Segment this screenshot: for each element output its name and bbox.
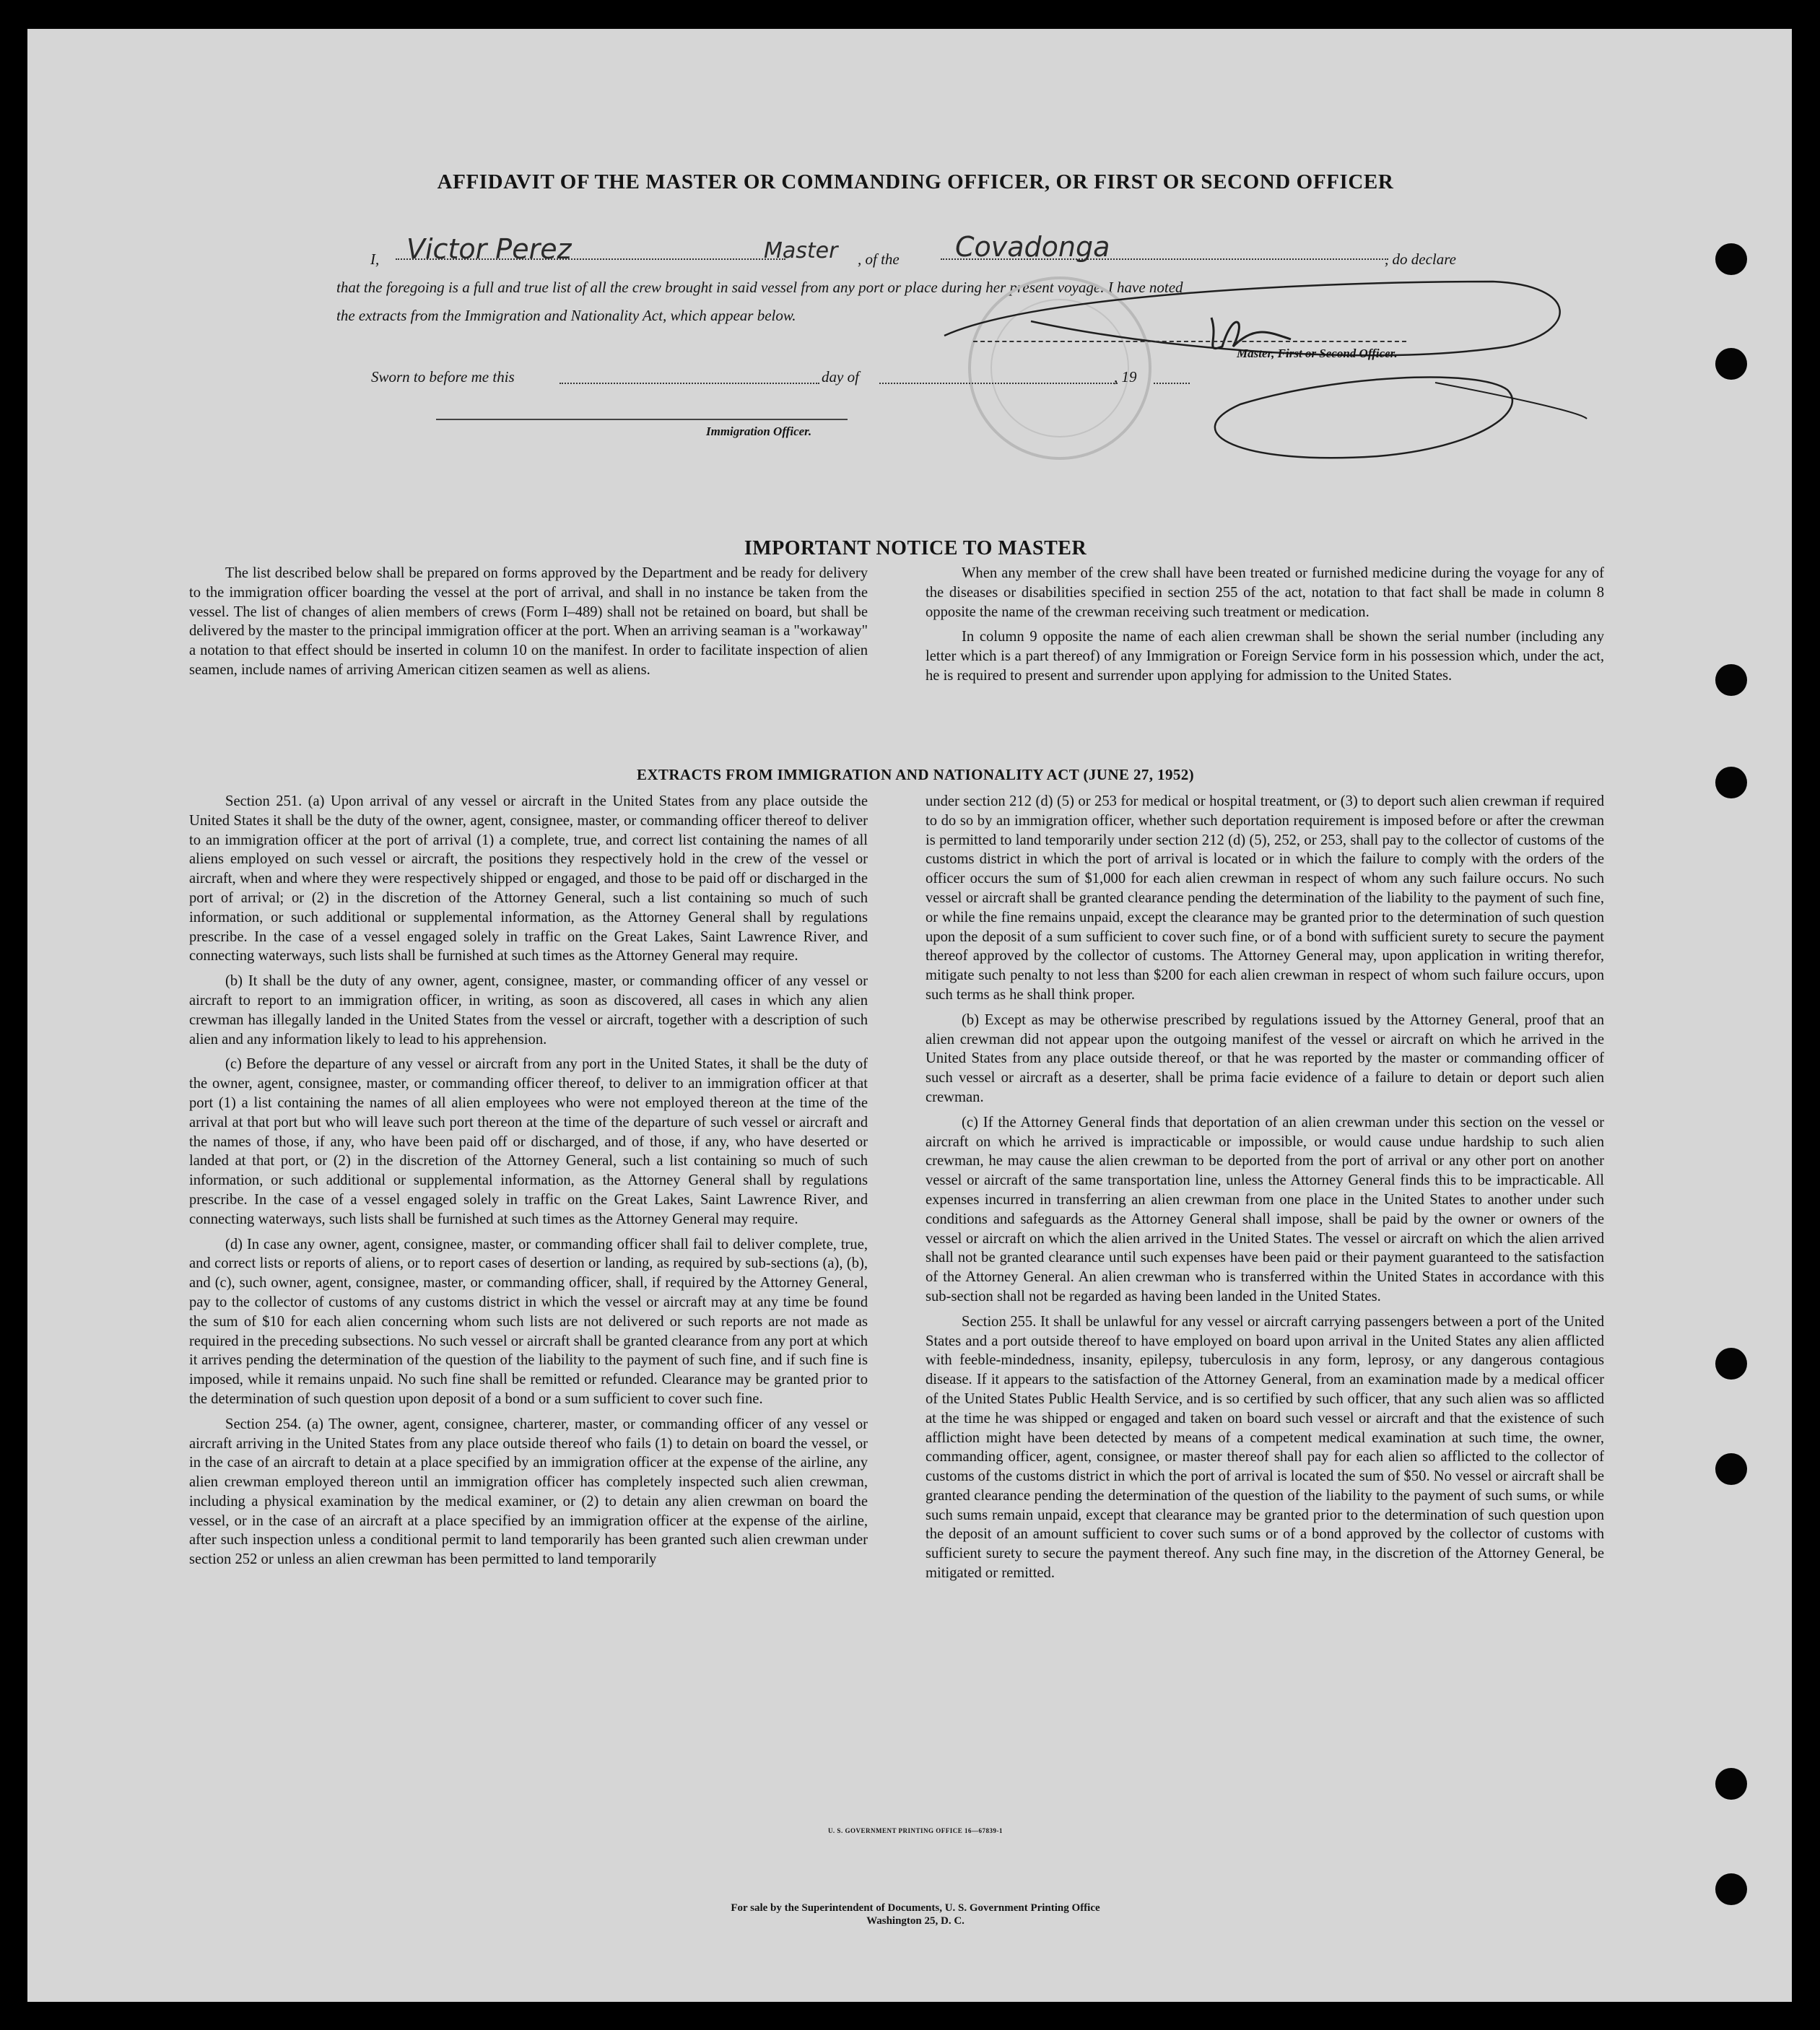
section-254a: Section 254. (a) The owner, agent, consignee, charterer, master, or commanding officer of any vessel or aircraft arriving in the United States from any place outside thereof who fails (1) to detain on board the vessel, or in the case of an aircraft to detain at a place specified by an immigration officer at the expense of the airline, any alien crewman employed thereon until an immigration officer has completely inspected such alien crewman, including a physical examination by the medical examiner, or (2) to detain any alien crewman on board the vessel, or in the case of an aircraft at a place specified by an immigration officer at the expense of the airline, after such inspection unless a conditional permit to land temporarily has been granted such alien crewman under section 252 or unless an alien crewman has been permitted to land temporarily: [189, 1416, 868, 1568]
section-251d: (d) In case any owner, agent, consignee, master, or commanding officer shall fail to deliver complete, true, and correct lists or reports of aliens, or to report cases of desertion or landing, as required by sub-sections (a), (b), and (c), such owner, agent, consignee, master, or commanding officer, shall, if required by the Attorney General, pay to the collector of customs of any customs district in which the vessel or aircraft may at any time be found the sum of $10 for each alien concerning whom such lists are not delivered or such reports are not made as required in the preceding subsections. No such vessel or aircraft shall be granted clearance from any port at which it arrives pending the determination of the question of the liability to the payment of such fine, and if such fine is imposed, while it remains unpaid. No such fine shall be remitted or refunded. Clearance may be granted prior to the determination of such question upon deposit of a bond or a sum sufficient to cover such fine.: [189, 1236, 868, 1407]
section-251b: (b) It shall be the duty of any owner, agent, consignee, master, or commanding officer of any vessel or aircraft to report to an immigration officer, in writing, as soon as discovered, all cases in which any alien crewman has illegally landed in the United States from the vessel or aircraft, together with a description of such alien and any information likely to lead to his apprehension.: [189, 973, 868, 1047]
section-251a: Section 251. (a) Upon arrival of any vessel or aircraft in the United States from any place outside the United States it shall be the duty of the owner, agent, consignee, master, or commanding officer thereof to deliver to an immigration officer at the port of arrival (1) a complete, true, and correct list containing the names of all aliens employed on such vessel or aircraft, the positions they respectively hold in the crew of the vessel or aircraft, when and where they were respectively shipped or engaged, and those to be paid off or discharged in the port of arrival; or (2) in the discretion of the Attorney General, such a list containing so much of such information, or such additional or supplemental information, as the Attorney General shall by regulations prescribe. In the case of a vessel engaged solely in traffic on the Great Lakes, Saint Lawrence River, and connecting waterways, such lists shall be furnished at such times as the Attorney General may require.: [189, 793, 868, 964]
rank-handwritten: Master: [764, 238, 838, 263]
punch-hole: [1715, 1453, 1747, 1485]
notice-paragraph: When any member of the crew shall have been treated or furnished medicine during the voyage for any of the diseases or disabilities specified in section 255 of the act, notation to that fact shall be made in column 8 opposite the name of the crewman receiving such treatment or medication.: [926, 565, 1604, 620]
extracts-title: EXTRACTS FROM IMMIGRATION AND NATIONALITY ACT (JUNE 27, 1952): [636, 766, 1195, 783]
punch-hole: [1715, 1348, 1747, 1380]
notice-left-column: [189, 564, 868, 686]
signature-line: [973, 341, 1406, 342]
officer-signature-line: [436, 419, 848, 420]
name-line: [396, 258, 785, 260]
declaration-line-2: that the foregoing is a full and true list of all the crew brought in said vessel from any port or place during her present voyage. I have noted: [336, 279, 1183, 296]
section-254b: (b) Except as may be otherwise prescribed by regulations issued by the Attorney General, proof that an alien crewman did not appear upon the outgoing manifest of the vessel or aircraft on which he arrived in the United States from any place outside thereof, or that he was reported by the master or commanding officer of such vessel or aircraft as a deserter, shall be prima facie evidence of a failure to detain or deport such alien crewman.: [926, 1011, 1604, 1105]
section-251c: (c) Before the departure of any vessel or aircraft from any port in the United States, it shall be the duty of the owner, agent, consignee, master, or commanding officer thereof, to deliver to an immigration officer at that port (1) a list containing the names of all alien employees who were not employed thereon at the time of the arrival at that port but who will leave such port thereon at the time of the departure of such vessel or aircraft and the names of those, if any, who have been paid off or discharged, and of those, if any, who have deserted or landed at that port, or (2) in the discretion of the Attorney General, such a list containing so much of such information, or such additional or supplemental information, as the Attorney General shall by regulations prescribe. In the case of a vessel engaged solely in traffic on the Great Lakes, Saint Lawrence River, and connecting waterways, such lists shall be furnished at such times as the Attorney General may require.: [189, 1056, 868, 1227]
vessel-name-handwritten: Covadonga: [955, 231, 1110, 263]
declaration-line-3: the extracts from the Immigration and Nationality Act, which appear below.: [336, 307, 796, 324]
day-of-label: day of: [822, 368, 859, 385]
sworn-label: Sworn to before me this: [371, 368, 515, 385]
sale-line-1: For sale by the Superintendent of Documents, U. S. Government Printing Office: [731, 1902, 1100, 1914]
extracts-right-column: [926, 792, 1604, 1589]
notice-paragraph: The list described below shall be prepared on forms approved by the Department and be ready for delivery to the immigration officer boarding the vessel at the port of arrival, and shall in no instance be taken from the vessel. The list of changes of alien members of crews (Form I–489) shall not be retained on board, but shall be delivered by the master to the principal immigration officer at the port. When an arriving seaman is a "workaway" a notation to that effect should be inserted in column 10 on the manifest. In order to facilitate inspection of alien seamen, include names of arriving American citizen seamen as well as aliens.: [189, 565, 868, 678]
declaration-of-the: , of the: [858, 251, 900, 268]
punch-hole: [1715, 767, 1747, 798]
declaration-i: I,: [370, 251, 380, 268]
sale-line-2: Washington 25, D. C.: [866, 1915, 965, 1927]
signature-and-stamp: [930, 267, 1594, 476]
sale-notice: [27, 1902, 1803, 1927]
punch-hole: [1715, 1873, 1747, 1905]
section-254a-cont: under section 212 (d) (5) or 253 for medical or hospital treatment, or (3) to deport such alien crewman if required to do so by an immigration officer, whether such deportation requirement is imposed before or after the crewman is permitted to land temporarily under section 212 (d) (5), 252, or 253, shall pay to the collector of customs of the customs district in which the port of arrival is located or in which the failure to comply with the orders of the officer occurs the sum of $1,000 for each alien crewman in respect of whom any such failure occurs. No such vessel or aircraft shall be granted clearance pending the determination of the liability to the payment of such fine, or while the fine remains unpaid, except the clearance may be granted prior to the determination of such question upon the deposit of a sum sufficient to cover such fine, or of a bond with sufficient surety to secure the payment thereof approved by the collector of customs. The Attorney General may, upon application in writing therefor, mitigate such penalty to not less than $200 for each alien crewman in respect of whom such failure occurs, upon such terms as he shall think proper.: [926, 793, 1604, 1003]
declaration-do-declare: , do declare: [1385, 251, 1456, 268]
year-label: , 19: [1114, 368, 1137, 385]
punch-hole: [1715, 348, 1747, 380]
signature-caption: Master, First or Second Officer.: [1237, 347, 1398, 360]
month-line: [879, 383, 1118, 384]
year-line: [1154, 383, 1190, 384]
notice-right-column: [926, 564, 1604, 692]
section-255: Section 255. It shall be unlawful for any vessel or aircraft carrying passengers between a port of the United States and a port outside thereof to have employed on board upon arrival in the United States any alien afflicted with feeble-mindedness, insanity, epilepsy, tuberculosis in any form, leprosy, or any dangerous contagious disease. If it appears to the satisfaction of the Attorney General, from an examination made by a medical officer of the United States Public Health Service, and is so certified by such officer, that any such alien was so afflicted at the time he was shipped or engaged and taken on board such vessel or aircraft and that the existence of such affliction might have been detected by means of a competent medical examination at such time, the owner, commanding officer, agent, consignee, or master thereof shall pay for each alien so afflicted to the collector of customs of the customs district in which the port of arrival is located the sum of $50. No vessel or aircraft shall be granted clearance pending the determination of the question of the liability to the payment of such sums, or while such sums remain unpaid, except that clearance may be granted prior to the determination of such question upon the deposit of an amount sufficient to cover such sums or of a bond approved by the collector of customs with sufficient surety to secure the payment thereof. Any such fine may, in the discretion of the Attorney General, be mitigated or remitted.: [926, 1313, 1604, 1582]
punch-hole: [1715, 1768, 1747, 1800]
punch-hole: [1715, 243, 1747, 275]
notice-title: IMPORTANT NOTICE TO MASTER: [744, 537, 1087, 559]
vessel-line: [941, 258, 1388, 260]
officer-caption: Immigration Officer.: [706, 424, 812, 438]
affidavit-title: AFFIDAVIT OF THE MASTER OR COMMANDING OFFICER, OR FIRST OR SECOND OFFICER: [437, 170, 1394, 193]
extracts-left-column: [189, 792, 868, 1575]
gpo-imprint: U. S. GOVERNMENT PRINTING OFFICE 16—67839-1: [827, 1827, 1003, 1834]
notice-paragraph: In column 9 opposite the name of each alien crewman shall be shown the serial number (including any letter which is a part thereof) of any Immigration or Foreign Service form in his possession which, under the act, he is required to present and surrender upon applying for admission to the United States.: [926, 629, 1604, 684]
document-page: [27, 29, 1792, 2002]
punch-hole: [1715, 664, 1747, 696]
master-name-handwritten: Victor Perez: [406, 233, 572, 265]
section-254c: (c) If the Attorney General finds that deportation of an alien crewman under this section on the vessel or aircraft on which he arrived is impracticable or impossible, or would cause undue hardship to such alien crewman, he may cause the alien crewman to be deported from the port of arrival or any other port on another vessel or aircraft of the same transportation line, unless the Attorney General finds this to be impracticable. All expenses incurred in transferring an alien crewman from one place in the United States to another under such conditions and safeguards as the Attorney General shall impose, shall be paid by the owner or owners of the vessel or aircraft on which the alien arrived in the United States. The vessel or aircraft on which the alien arrived shall not be granted clearance until such expenses have been paid or their payment guaranteed to the satisfaction of the Attorney General. An alien crewman who is transferred within the United States in accordance with this sub-section shall not be regarded as having been landed in the United States.: [926, 1114, 1604, 1304]
sworn-date-line: [560, 383, 819, 384]
